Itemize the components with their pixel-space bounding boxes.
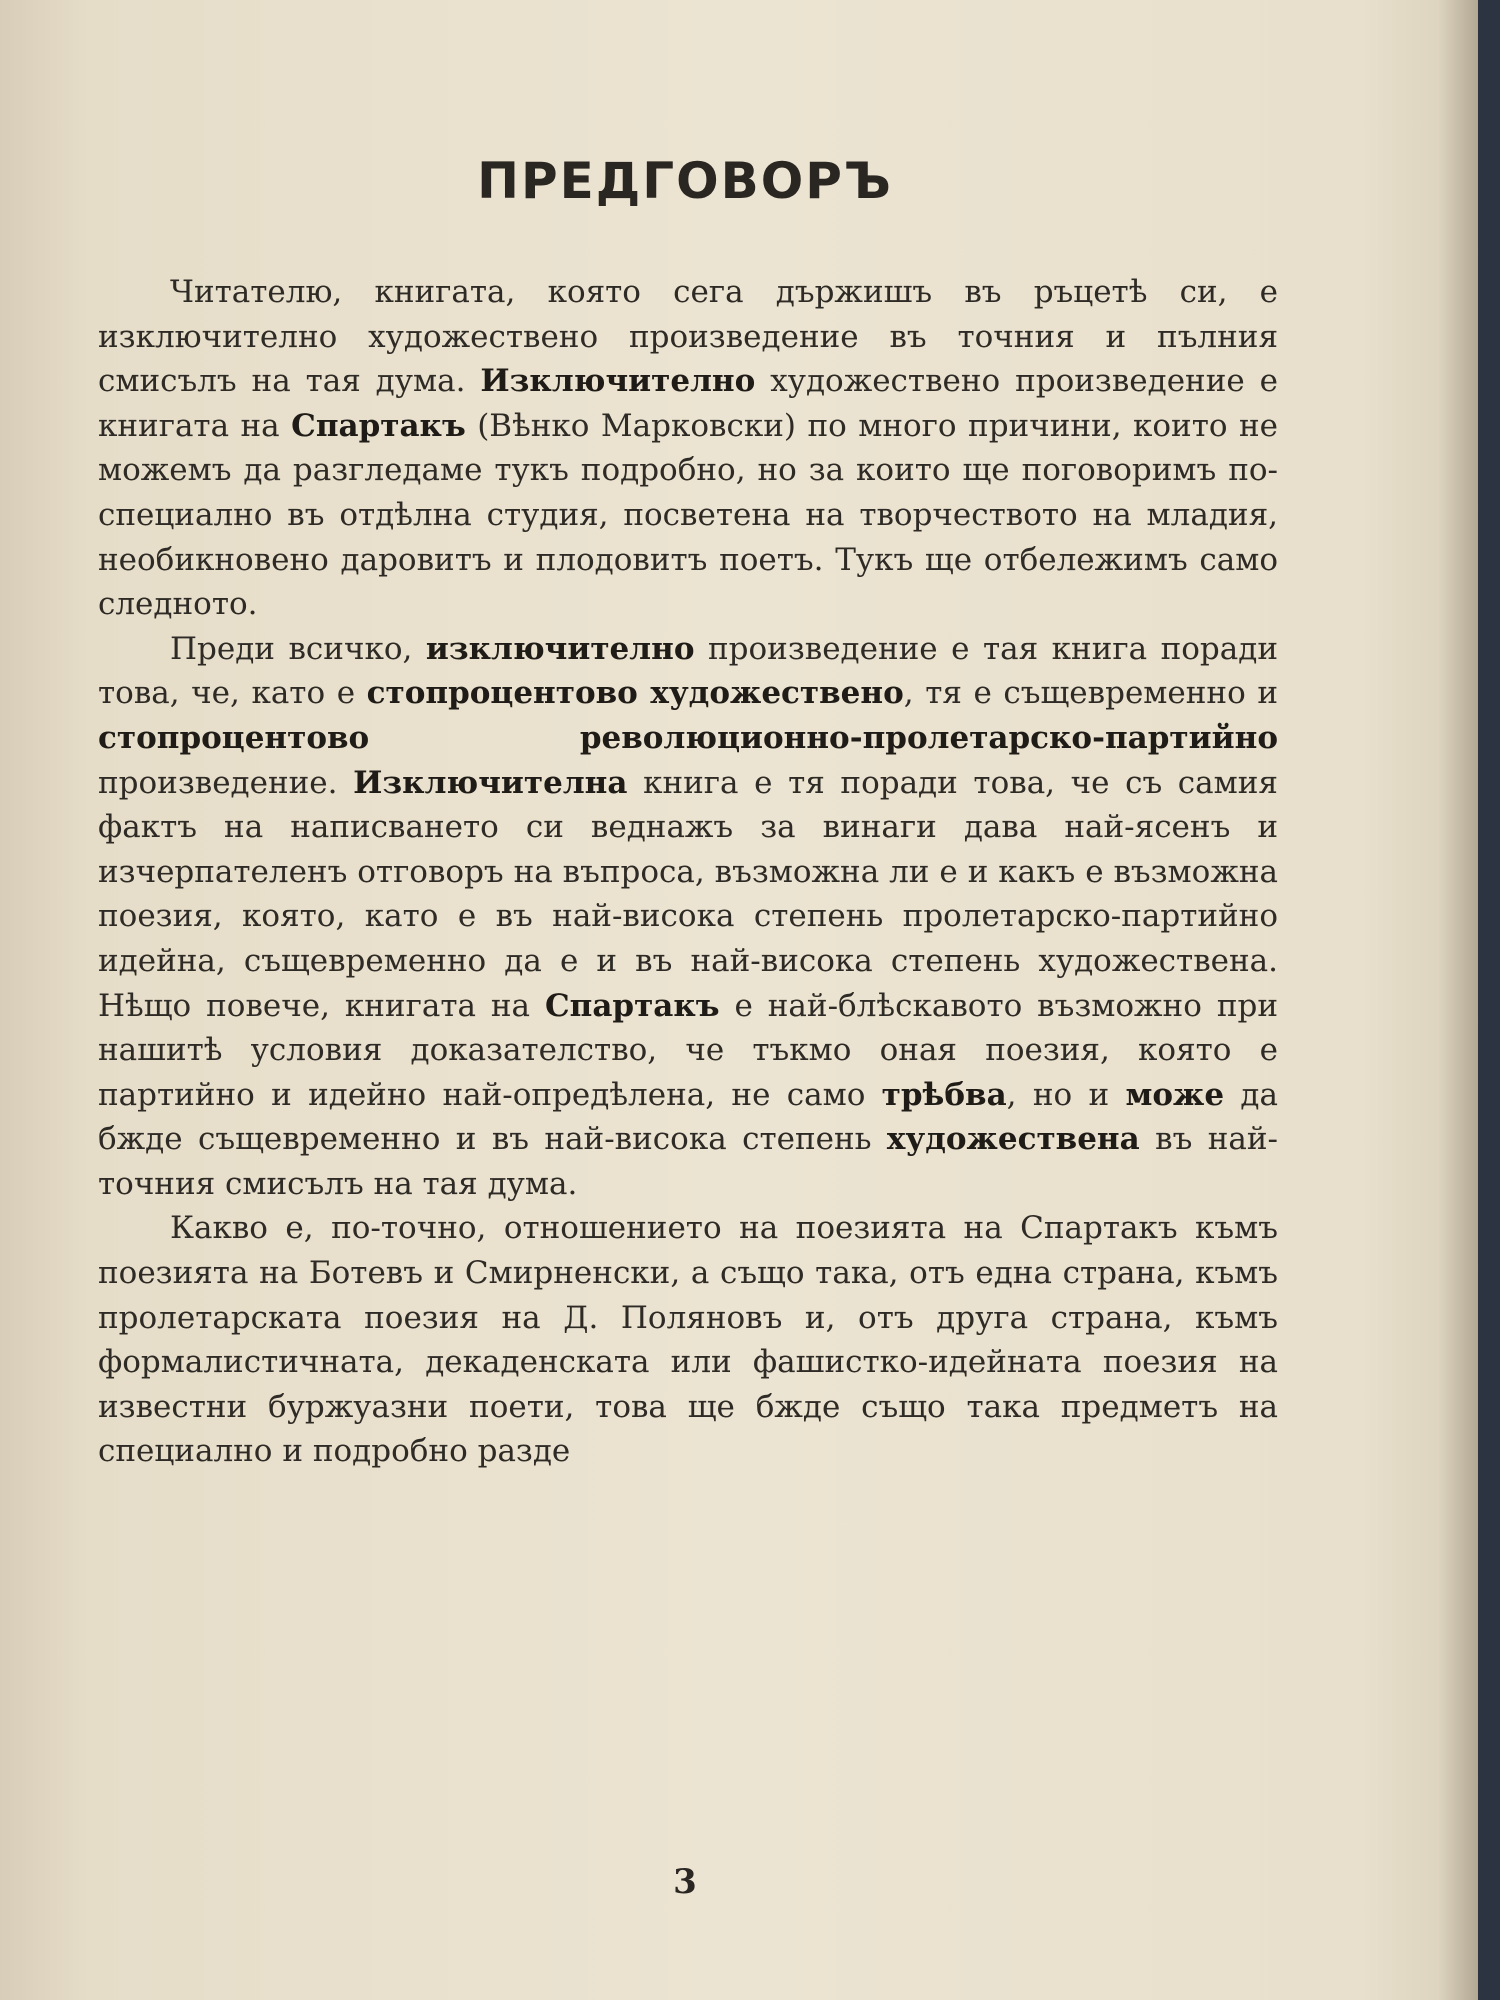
text-run: Какво е, по-точно, отношението на поезията на Спартакъ къмъ поезията на Ботевъ и Смирненски, а също така, отъ една страна, къмъ пролетарската поезия на Д. Поляновъ и, отъ друга страна, къмъ формалистичната, декаденската или фашистко-идейната поезия на известни буржуазни поети, това ще бжде също така предметъ на специално и подробно разде bbox=[98, 1210, 1278, 1470]
bold-text-run: Изключително bbox=[480, 363, 756, 400]
paragraph-3 bbox=[98, 1206, 1278, 1474]
text-run: (Вѣнко Марковски) по много причини, които не можемъ да разгледаме тукъ подробно, но за които ще поговоримъ по-специално въ отдѣлна студия, посветена на творчеството на младия, необикновено даровитъ и плодовитъ поетъ. Тукъ ще отбележимъ само следното. bbox=[98, 407, 1279, 623]
paragraph-2 bbox=[98, 627, 1278, 1207]
bold-text-run: изключително bbox=[425, 630, 695, 667]
text-run: , но и bbox=[1006, 1076, 1126, 1113]
bold-text-run: може bbox=[1125, 1076, 1225, 1113]
bold-text-run: стопроцентово художествено bbox=[366, 675, 904, 712]
text-run: Преди всичко, bbox=[170, 630, 426, 667]
bold-text-run: стопроцентово революционно-пролетарско-партийно bbox=[98, 719, 1278, 756]
bold-text-run: художествена bbox=[886, 1121, 1140, 1158]
page-edge-shadow bbox=[1438, 0, 1478, 2000]
bold-text-run: Спартакъ bbox=[544, 987, 720, 1024]
text-run: е най-блѣскавото възможно при нашитѣ условия доказателство, че тъкмо оная поезия, която е партийно и идейно най-опредѣлена, не само bbox=[98, 987, 1278, 1113]
text-run: , тя е същевременно и bbox=[903, 675, 1278, 712]
bold-text-run: трѣбва bbox=[881, 1076, 1007, 1113]
text-run: книга е тя поради това, че съ самия фактъ на написването си веднажъ за винаги дава най-ясенъ и изчерпателенъ отговоръ на въпроса, възможна ли е и какъ е възможна поезия, която, като е въ най-висока степень пролетарско-партийно идейна, същевременно да е и въ най-висока степень художествена. Нѣщо повече, книгата на bbox=[98, 764, 1278, 1024]
body-text bbox=[98, 270, 1278, 1474]
text-run: произведение. bbox=[98, 764, 354, 801]
page-number: 3 bbox=[673, 1862, 697, 1902]
text-run: художествено произведение е книгата на bbox=[98, 363, 1278, 444]
text-run: да бжде същевременно и въ най-висока степень bbox=[98, 1076, 1278, 1158]
paragraph-1 bbox=[98, 270, 1278, 627]
text-run: произведение е тая книга поради това, че, като е bbox=[98, 630, 1279, 712]
bold-text-run: Спартакъ bbox=[291, 407, 466, 444]
bold-text-run: Изключителна bbox=[353, 764, 628, 801]
page-title: ПРЕДГОВОРЪ bbox=[477, 152, 893, 210]
text-run: въ най-точния смисълъ на тая дума. bbox=[98, 1121, 1278, 1202]
text-run: Читателю, книгата, която сега държишъ въ ръцетѣ си, е изключително художествено произведение въ точния и пълния смисълъ на тая дума. bbox=[98, 274, 1278, 400]
